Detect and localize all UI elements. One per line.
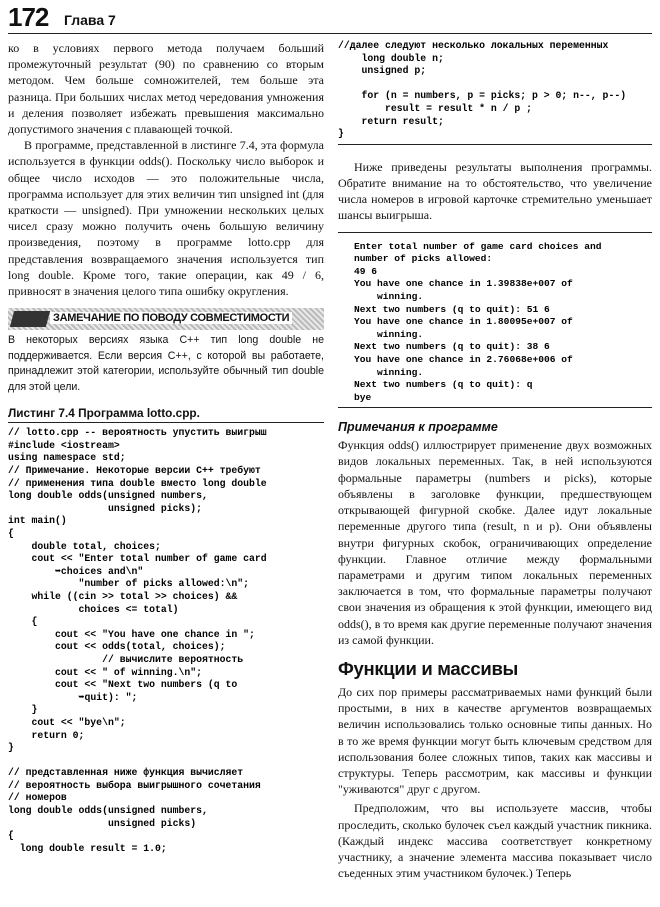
compatibility-note-text: В некоторых версиях языка C++ тип long double не поддерживается. Если версия C++, с которой вы работаете, принадлежит этой категории, используйте обычный тип double для этой цели. [8,334,324,393]
compatibility-note-banner [8,308,324,330]
right-paragraph-3: До сих пор примеры рассматриваемых нами функций были простыми, в них в качестве аргументов возвращаемых величин использовались только основные типы данных. Но в то же время функции могут быть ключевым средством для использования более сложных типов, таких как массивы и структуры. Теперь рассмотрим, как массивы и функции "уживаются" друг с другом. [338,684,652,797]
left-column [8,40,324,855]
note-icon [10,311,50,327]
right-paragraph-2: Функция odds() иллюстрирует применение двух возможных видов локальных переменных. Так, в ней используются формальные параметры (numbers и picks), которые объявлены в заголовке функции, предшествующем открывающей фигурной скобке. Далее идут локальные переменные другого типа (result, n и p). Они объявлены внутри фигурных скобок, ограничивающих определение функции. Главное отличие между формальными параметрами и другим типом локальных переменных заключается в том, что формальные параметры получают свои значения из обращения к этой функции, имеющего вид odds(), в то время как другие переменные получают значения из самой функции. [338,438,652,647]
listing-code: // lotto.cpp -- вероятность упустить выигрыш #include <iostream> using namespace std; // Примечание. Некоторые версии C++ требуют // применения типа double вместо long double long double odds(unsigned numbers, unsigned picks); int main() { double total, choices; cout << "Enter total number of game card ➥choices and\n" "number of picks allowed:\n"; while ((cin >> total >> choices) && choices <= total) { cout << "You have one chance in "; cout << odds(total, choices); // вычислите вероятность cout << " of winning.\n"; cout << "Next two numbers (q to ➥quit): "; } cout << "bye\n"; return 0; } // представленная ниже функция вычисляет // вероятность выбора выигрышного сочетания // номеров long double odds(unsigned numbers, unsigned picks) { long double result = 1.0; [8,427,267,854]
chapter-title: Глава 7 [64,12,116,28]
listing-title: Листинг 7.4 Программа lotto.cpp. [8,406,324,423]
program-output: Enter total number of game card choices and number of picks allowed: 49 6 You have one chance in 1.39838e+007 of winning. Next two numbers (q to quit): 51 6 You have one chance in 1.80095e+007 of winning. Next two numbers (q to quit): 38 6 You have one chance in 2.76068e+006 of winning. Next two numbers (q to quit): q bye [338,232,652,409]
section-heading: Функции и массивы [338,657,519,679]
notes-heading: Примечания к программе [338,420,498,435]
right-column [338,40,652,881]
right-paragraph-4: Предположим, что вы используете массив, чтобы проследить, сколько булочек съел каждый участник пикника. (Каждый индекс массива соответствует конкретному участнику, а значение элемента массива показывает число съеденных этим участником булочек.) Теперь [338,801,652,881]
left-paragraph-1: ко в условиях первого метода получаем больший промежуточный результат (90) по сравнению со вторым методом. Чем больше сомножителей, тем больше эта разница. При больших числах метод чередования умножения и деления позволяет избежать превышения максимально допустимого значения с плавающей точкой. [8,41,324,137]
page-number: 172 [8,2,49,32]
page-header [8,4,652,34]
listing-code-continued: //далее следуют несколько локальных переменных long double n; unsigned p; for (n = numbers, p = picks; p > 0; n--, p--) result = result * n / p ; return result; } [338,40,652,145]
note-title: ЗАМЕЧАНИЕ ПО ПОВОДУ СОВМЕСТИМОСТИ [50,312,292,324]
left-paragraph-2: В программе, представленной в листинге 7.4, эта формула используется в функции odds(). Поскольку число выборок и общее число исходов — это положительные числа, программа использует для этих величин тип unsigned int (для краткости — unsigned). При умножении нескольких целых чисел сразу можно получить очень большую величину произведения, поэтому в программе lotto.cpp для представления возвращаемого значения используется тип long double. Кроме того, такие операции, как 49 / 6, привносят в значения целого типа ошибку округления. [8,138,324,299]
right-paragraph-1: Ниже приведены результаты выполнения программы. Обратите внимание на то обстоятельство, что увеличение числа номеров в игровой карточке стремительно уменьшает шансы выигрыша. [338,159,652,223]
